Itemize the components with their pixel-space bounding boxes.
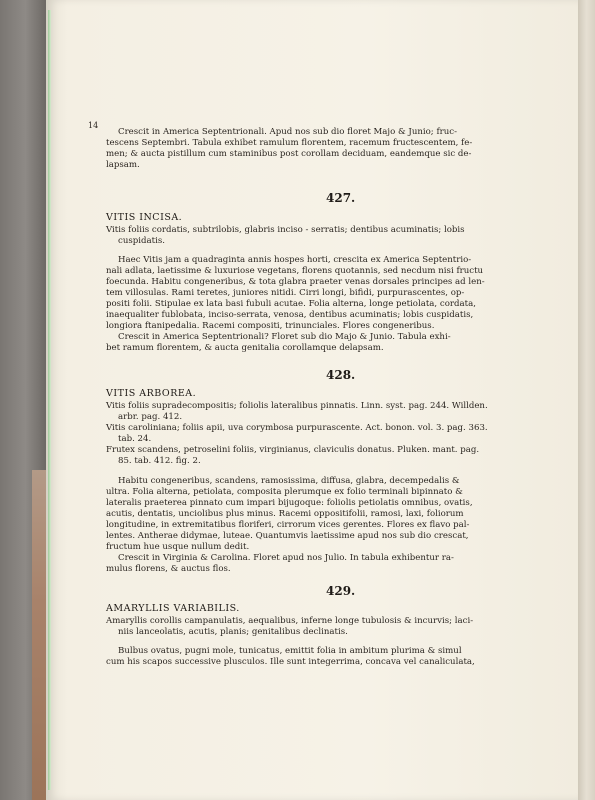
text-line: Haec Vitis jam a quadraginta annis hospes horti, crescita ex America Septentrio-: [118, 255, 472, 265]
text-line: bet ramum florentem, & aucta genitalia corollamque delapsam.: [106, 343, 384, 353]
entry-title: VITIS ARBOREA.: [106, 388, 197, 399]
definition-line: Vitis caroliniana; foliis apii, uva corymbosa purpurascente. Act. bonon. vol. 3. pag. 363.: [106, 423, 488, 433]
text-line: ultra. Folia alterna, petiolata, composita plerumque ex folio terminali bipinnato &: [106, 487, 463, 497]
definition-line: Vitis foliis supradecompositis; foliolis lateralibus pinnatis. Linn. syst. pag. 244. Willden.: [106, 401, 488, 411]
book-page: [46, 0, 578, 800]
text-line: tescens Septembri. Tabula exhibet ramulum florentem, racemum fructescentem, fe-: [106, 138, 473, 148]
text-line: positi folii. Stipulae ex lata basi fubuli acutae. Folia alterna, longe petiolata, cordata,: [106, 299, 476, 309]
definition-line: arbr. pag. 412.: [118, 412, 183, 422]
entry-number: 428.: [326, 368, 356, 382]
definition-line: cuspidatis.: [118, 236, 165, 246]
text-line: lentes. Antherae didymae, luteae. Quantumvis laetissime apud nos sub dio crescat,: [106, 531, 469, 541]
text-line: longitudine, in extremitatibus floriferi, cirrorum vices gerentes. Flores ex flavo pal-: [106, 520, 470, 530]
text-line: Crescit in Virginia & Carolina. Floret apud nos Julio. In tabula exhibentur ra-: [118, 553, 454, 563]
text-line: inaequaliter fublobata, inciso-serrata, venosa, dentibus acuminatis; lobis cuspidatis,: [106, 310, 474, 320]
text-line: Habitu congeneribus, scandens, ramosissima, diffusa, glabra, decempedalis &: [118, 476, 460, 486]
entry-number: 427.: [326, 191, 356, 205]
text-line: tem villosulas. Rami teretes, juniores nitidi. Cirri longi, bifidi, purpurascentes, op-: [106, 288, 465, 298]
entry-title: AMARYLLIS VARIABILIS.: [106, 603, 240, 614]
definition-line: tab. 24.: [118, 434, 152, 444]
text-line: longiora ftanipedalia. Racemi compositi, trinunciales. Flores congeneribus.: [106, 321, 435, 331]
facing-page-edge: [578, 0, 595, 800]
page-edge-tint: [48, 10, 51, 790]
text-line: nali adlata, laetissime & luxuriose vegetans, florens quotannis, sed necdum nisi fructu: [106, 266, 484, 276]
page-number: 14: [88, 121, 99, 130]
entry-title: VITIS INCISA.: [106, 212, 183, 223]
definition-line: niis lanceolatis, acutis, planis; genitalibus declinatis.: [118, 627, 348, 637]
text-line: lateralis praeterea pinnato cum impari bijugoque: foliolis petiolatis omnibus, ovatis,: [106, 498, 473, 508]
definition-line: Amaryllis corollis campanulatis, aequalibus, inferne longe tubulosis & incurvis; laci-: [106, 616, 474, 626]
definition-line: Vitis foliis cordatis, subtrilobis, glabris inciso - serratis; dentibus acuminatis; lobis: [106, 225, 465, 235]
text-line: cum his scapos successive plusculos. Ille sunt integerrima, concava vel canaliculata,: [106, 657, 475, 667]
text-line: acutis, dentatis, unciolibus plus minus. Racemi oppositifolii, ramosi, laxi, foliorum: [106, 509, 464, 519]
text-line: fructum hue usque nullum dedit.: [106, 542, 250, 552]
entry-number: 429.: [326, 584, 356, 598]
text-line: Bulbus ovatus, pugni mole, tunicatus, emittit folia in ambitum plurima & simul: [118, 646, 462, 656]
text-line: mulus florens, & auctus flos.: [106, 564, 231, 574]
text-line: men; & aucta pistillum cum staminibus post corollam deciduam, eandemque sic de-: [106, 149, 472, 159]
text-line: lapsam.: [106, 160, 140, 170]
text-line: foecunda. Habitu congeneribus, & tota glabra praeter venas dorsales principes ad len-: [106, 277, 485, 287]
definition-line: Frutex scandens, petroselini foliis, virginianus, claviculis donatus. Pluken. mant. pag.: [106, 445, 480, 455]
definition-line: 85. tab. 412. fig. 2.: [118, 456, 201, 466]
text-line: Crescit in America Septentrionali. Apud nos sub dio floret Majo & Junio; fruc-: [118, 127, 457, 137]
text-line: Crescit in America Septentrionali? Floret sub dio Majo & Junio. Tabula exhi-: [118, 332, 451, 342]
leather-cover-edge: [32, 470, 46, 800]
